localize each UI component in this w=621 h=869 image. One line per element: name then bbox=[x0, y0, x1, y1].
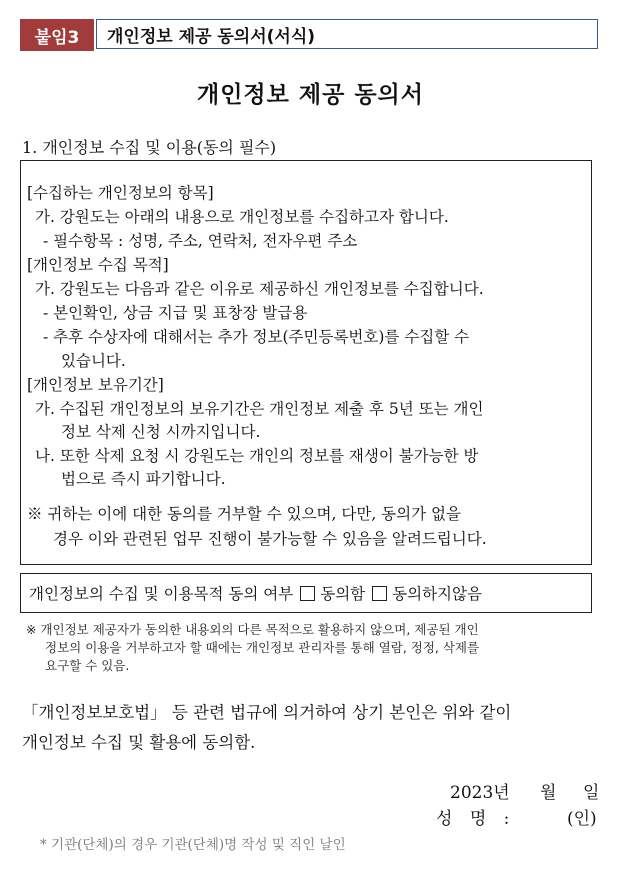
collected-items-line: 가. 강원도는 아래의 내용으로 개인정보를 수집하고자 합니다. bbox=[35, 208, 449, 226]
date-day: 일 bbox=[583, 783, 600, 803]
form-title-box: 개인정보 제공 동의서(서식) bbox=[96, 19, 598, 49]
provider-note-line-1: ※ 개인정보 제공자가 동의한 내용외의 다른 목적으로 활용하지 않으며, 제공된 개인 bbox=[26, 622, 479, 637]
signature-name-label: 성 명 : bbox=[436, 809, 516, 829]
refusal-notice: ※ 귀하는 이에 대한 동의를 거부할 수 있으며, 다만, 동의가 없을 bbox=[27, 505, 461, 523]
date-month: 월 bbox=[540, 783, 557, 803]
provider-note-line-2: 정보의 이용을 거부하고자 할 때에는 개인정보 관리자를 통해 열람, 정정, 삭제를 bbox=[45, 640, 480, 655]
document-title: 개인정보 제공 동의서 bbox=[197, 82, 424, 108]
purpose-item-2: - 추후 수상자에 대해서는 추가 정보(주민등록번호)를 수집할 수 bbox=[43, 328, 470, 346]
refusal-notice-cont: 경우 이와 관련된 업무 진행이 불가능할 수 있음을 알려드립니다. bbox=[53, 530, 487, 548]
agreement-statement-line-1: 「개인정보보호법」 등 관련 법규에 의거하여 상기 본인은 위와 같이 bbox=[22, 703, 512, 722]
retention-line-1-cont: 정보 삭제 신청 시까지입니다. bbox=[61, 423, 261, 441]
required-items-line: - 필수항목 : 성명, 주소, 연락처, 전자우편 주소 bbox=[43, 232, 358, 250]
purpose-item-2-cont: 있습니다. bbox=[61, 352, 126, 370]
consent-choice-box bbox=[20, 573, 592, 613]
retention-line-2-cont: 법으로 즉시 파기합니다. bbox=[61, 470, 226, 488]
heading-purpose: [개인정보 수집 목적] bbox=[27, 256, 169, 274]
agreement-statement-line-2: 개인정보 수집 및 활용에 동의함. bbox=[22, 733, 256, 752]
disagree-label: 동의하지않음 bbox=[392, 585, 482, 603]
signature-seal: (인) bbox=[567, 809, 597, 829]
section-1-heading: 1. 개인정보 수집 및 이용(동의 필수) bbox=[22, 138, 277, 157]
disagree-checkbox[interactable] bbox=[372, 586, 387, 601]
footnote: * 기관(단체)의 경우 기관(단체)명 작성 및 직인 날인 bbox=[40, 837, 346, 853]
retention-line-2: 나. 또한 삭제 요청 시 강원도는 개인의 정보를 재생이 불가능한 방 bbox=[35, 447, 479, 465]
retention-line-1: 가. 수집된 개인정보의 보유기간은 개인정보 제출 후 5년 또는 개인 bbox=[35, 400, 484, 418]
heading-retention: [개인정보 보유기간] bbox=[27, 376, 164, 394]
consent-details-box bbox=[20, 160, 592, 565]
consent-question: 개인정보의 수집 및 이용목적 동의 여부 bbox=[29, 585, 294, 603]
attachment-tag: 붙임3 bbox=[20, 19, 94, 51]
provider-note-line-3: 요구할 수 있음. bbox=[45, 658, 130, 673]
agree-checkbox[interactable] bbox=[300, 586, 315, 601]
heading-collected-items: [수집하는 개인정보의 항목] bbox=[27, 184, 214, 202]
purpose-item-1: - 본인확인, 상금 지급 및 표창장 발급용 bbox=[43, 304, 308, 322]
date-year: 2023년 bbox=[450, 783, 510, 803]
purpose-line: 가. 강원도는 다음과 같은 이유로 제공하신 개인정보를 수집합니다. bbox=[35, 280, 484, 298]
agree-label: 동의함 bbox=[320, 585, 366, 603]
